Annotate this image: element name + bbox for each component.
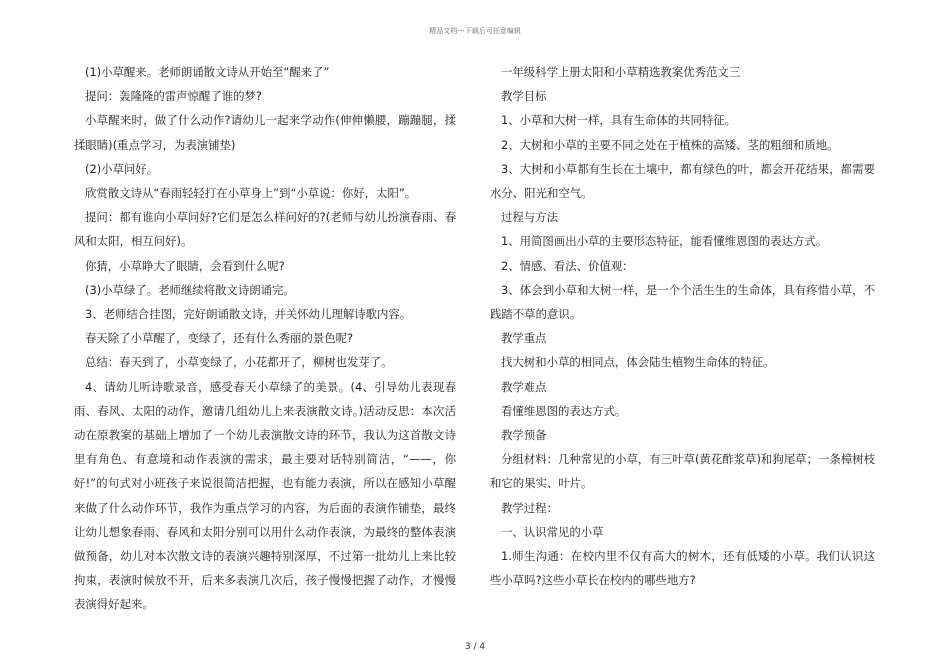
heading: 一、认识常见的小草 [501,524,604,539]
paragraph: 欣赏散文诗从“春雨轻轻打在小草身上”到“小草说：你好，太阳”。 [85,186,417,201]
paragraph: 看懂维恩图的表达方式。 [501,403,627,418]
section-title: 一年级科学上册太阳和小草精选教案优秀范文三 [501,65,741,79]
paragraph: 3、大树和小草都有生长在土壤中，都有绿色的叶，都会开花结果，都需要水分、阳光和空气。 [490,161,875,201]
paragraph: 1.师生沟通：在校内里不仅有高大的树木，还有低矮的小草。我们认识这些小草吗?这些小草长在校内的哪些地方? [490,549,875,588]
heading: 教学过程： [501,500,558,515]
heading: 教学难点 [501,379,547,394]
paragraph: 3、老师结合挂图，完好朗诵散文诗，并关怀幼儿理解诗歌内容。 [85,307,412,322]
paragraph: 4、请幼儿听诗歌录音，感受春天小草绿了的美景。(4、引导幼儿表现春雨、春风、太阳的动作，邀请几组幼儿上来表演散文诗。)活动反思：本次活动在原教案的基础上增加了一个幼儿表演散文诗的环节，我认为这首散文诗里有角色、有意境和动作表演的需求，最主要对话特别简洁，“——，你好!”的句式对小班孩子来说很简洁把握，也有能力表演，所以在感知小草醒来做了什么动作环节，我作为重点学习的内容，为后面的表演作铺垫，最终让幼儿想象春雨、春风和太阳分别可以用什么动作表演，为最终的整体表演做预备，幼儿对本次散文诗的表演兴趣特别深厚，不过第一批幼儿上来比较拘束，表演时候放不开，后来多表演几次后，孩子慢慢把握了动作，才慢慢表演得好起来。 [74,379,456,612]
paragraph: 1、小草和大树一样，具有生命体的共同特征。 [501,113,737,128]
heading: 教学重点 [501,331,547,346]
paragraph: 分组材料：几种常见的小草，有三叶草(黄花酢浆草)和狗尾草；一条樟树枝和它的果实、叶片。 [490,452,875,491]
paragraph: (2)小草问好。 [85,161,159,176]
paragraph: 2、大树和小草的主要不同之处在于植株的高矮、茎的粗细和质地。 [501,137,839,152]
left-column [74,60,456,617]
heading: 教学预备 [501,428,547,443]
paragraph: 提问：都有谁向小草问好?它们是怎么样问好的?(老师与幼儿扮演春雨、春风和太阳，相互问好)。 [74,210,456,249]
heading: 教学目标 [501,89,547,104]
paragraph: (3)小草绿了。老师继续将散文诗朗诵完。 [85,282,295,297]
page-header: 精品文档---下载后可任意编辑 [429,27,521,35]
page-number: 3 / 4 [464,642,486,652]
paragraph: 2、情感、看法、价值观： [501,258,634,273]
paragraph: (1)小草醒来。老师朗诵散文诗从开始至“醒来了” [85,65,330,79]
paragraph: 3、体会到小草和大树一样，是一个个活生生的生命体，具有疼惜小草，不践踏不草的意识。 [490,282,875,322]
paragraph: 找大树和小草的相同点，体会陆生植物生命体的特征。 [501,355,775,370]
paragraph: 提问：轰隆隆的雷声惊醒了谁的梦? [85,89,262,104]
paragraph: 春天除了小草醒了，变绿了，还有什么秀丽的景色呢? [85,331,354,346]
paragraph: 1、用简图画出小草的主要形态特征，能看懂维恩图的表达方式。 [501,234,828,249]
right-column [490,60,875,592]
heading: 过程与方法 [501,210,558,225]
paragraph: 你猜，小草睁大了眼睛，会看到什么呢? [85,258,285,273]
paragraph: 总结：春天到了，小草变绿了，小花都开了，柳树也发芽了。 [85,355,393,370]
paragraph: 小草醒来时，做了什么动作?请幼儿一起来学动作(伸伸懒腰，蹦蹦腿，揉揉眼睛)(重点学习，为表演铺垫) [74,113,456,152]
